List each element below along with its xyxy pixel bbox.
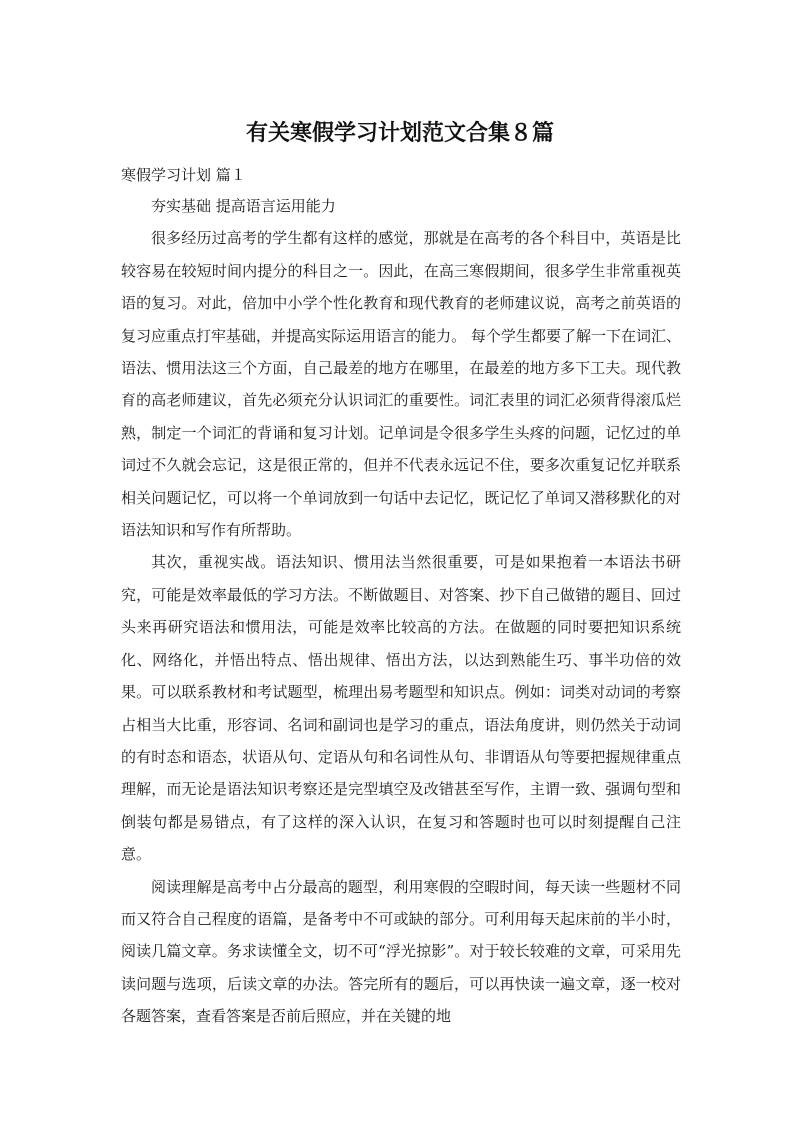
body-paragraph-practice: 其次，重视实战。语法知识、惯用法当然很重要，可是如果抱着一本语法书研究，可能是效率最低的学习方法。不断做题目、对答案、抄下自己做错的题目、回过头来再研究语法和惯用法，可能是效率比较高的方法。在做题的同时要把知识系统化、网络化，并悟出特点、悟出规律、悟出方法，以达到熟能生巧、事半功倍的效果。可以联系教材和考试题型，梳理出易考题型和知识点。例如：词类对动词的考察占相当大比重，形容词、名词和副词也是学习的重点，语法角度讲，则仍然关于动词的有时态和语态，状语从句、定语从句和名词性从句、非谓语从句等要把握规律重点理解，而无论是语法知识考察还是完型填空及改错甚至写作，主谓一致、强调句型和倒装句都是易错点，有了这样的深入认识，在复习和答题时也可以时刻提醒自己注意。 [121, 553, 681, 864]
document-body [121, 190, 681, 1033]
body-paragraph-vocabulary: 很多经历过高考的学生都有这样的感觉，那就是在高考的各个科目中，英语是比较容易在较短时间内提分的科目之一。因此，在高三寒假期间，很多学生非常重视英语的复习。对此，倍加中小学个性化教育和现代教育的老师建议说，高考之前英语的复习应重点打牢基础，并提高实际运用语言的能力。 每个学生都要了解一下在词汇、语法、惯用法这三个方面，自己最差的地方在哪里，在最差的地方多下工夫。现代教育的高老师建议，首先必须充分认识词汇的重要性。词汇表里的词汇必须背得滚瓜烂熟，制定一个词汇的背诵和复习计划。记单词是令很多学生头疼的问题，记忆过的单词过不久就会忘记，这是很正常的，但并不代表永远记不住，要多次重复记忆并联系相关问题记忆，可以将一个单词放到一句话中去记忆，既记忆了单词又潜移默化的对语法知识和写作有所帮助。 [121, 229, 681, 540]
section-heading: 寒假学习计划 篇１ [121, 166, 246, 184]
body-paragraph-reading: 阅读理解是高考中占分最高的题型，利用寒假的空暇时间，每天读一些题材不同而又符合自己程度的语篇，是备考中不可或缺的部分。可利用每天起床前的半小时，阅读几篇文章。务求读懂全文，切不可“浮光掠影”。对于较长较难的文章，可采用先读问题与选项，后读文章的办法。答完所有的题后，可以再快读一遍文章，逐一校对各题答案，查看答案是否前后照应，并在关键的地 [121, 877, 681, 1026]
document-title: 有关寒假学习计划范文合集８篇 [245, 121, 554, 146]
subheading-paragraph: 夯实基础 提高语言运用能力 [151, 197, 336, 215]
